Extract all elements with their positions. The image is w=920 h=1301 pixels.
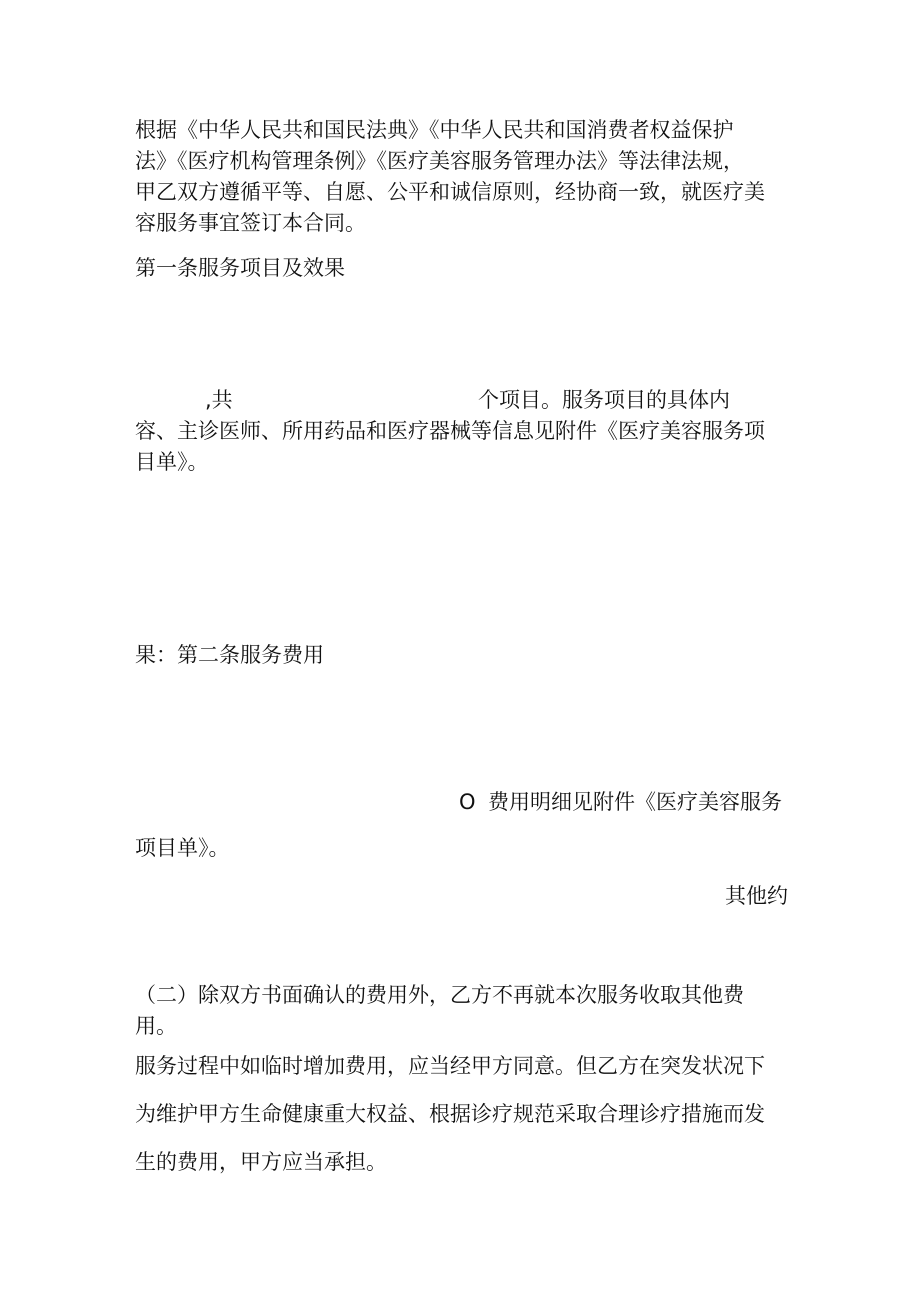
article-2-line-2: 项目单》。 (135, 836, 230, 860)
article-1-fragment-items: 个项目。服务项目的具体内 (478, 388, 730, 412)
clause-2-line-2: 用。 (135, 1014, 177, 1038)
fee-paragraph-line-2: 为维护甲方生命健康重大权益、根据诊疗规范采取合理诊疗措施而发 (135, 1102, 765, 1126)
article-1-line-2: 容、主诊医师、所用药品和医疗器械等信息见附件《医疗美容服务项 (135, 419, 765, 443)
article-1-line-3: 目单》。 (135, 450, 209, 474)
article-1-fragment-comma: ,共 (205, 388, 233, 412)
fee-paragraph-line-3: 生的费用，甲方应当承担。 (135, 1150, 387, 1174)
intro-line-1: 根据《中华人民共和国民法典》《中华人民共和国消费者权益保护 (135, 118, 734, 142)
article-2-fragment-detail: 费用明细见附件《医疗美容服务 (488, 790, 782, 814)
fee-paragraph-line-1: 服务过程中如临时增加费用，应当经甲方同意。但乙方在突发状况下 (135, 1054, 765, 1078)
article-2-fragment-o: O (459, 790, 476, 814)
intro-line-3: 甲乙双方遵循平等、自愿、公平和诚信原则，经协商一致，就医疗美 (135, 180, 765, 204)
article-2-heading: 果：第二条服务费用 (135, 643, 324, 667)
intro-line-4: 容服务事宜签订本合同。 (135, 211, 366, 235)
clause-2-line-1: （二）除双方书面确认的费用外，乙方不再就本次服务收取其他费 (135, 983, 744, 1007)
article-2-fragment-other: 其他约 (725, 884, 788, 908)
article-1-heading: 第一条服务项目及效果 (135, 256, 345, 280)
intro-line-2: 法》《医疗机构管理条例》《医疗美容服务管理办法》等法律法规， (135, 149, 744, 173)
